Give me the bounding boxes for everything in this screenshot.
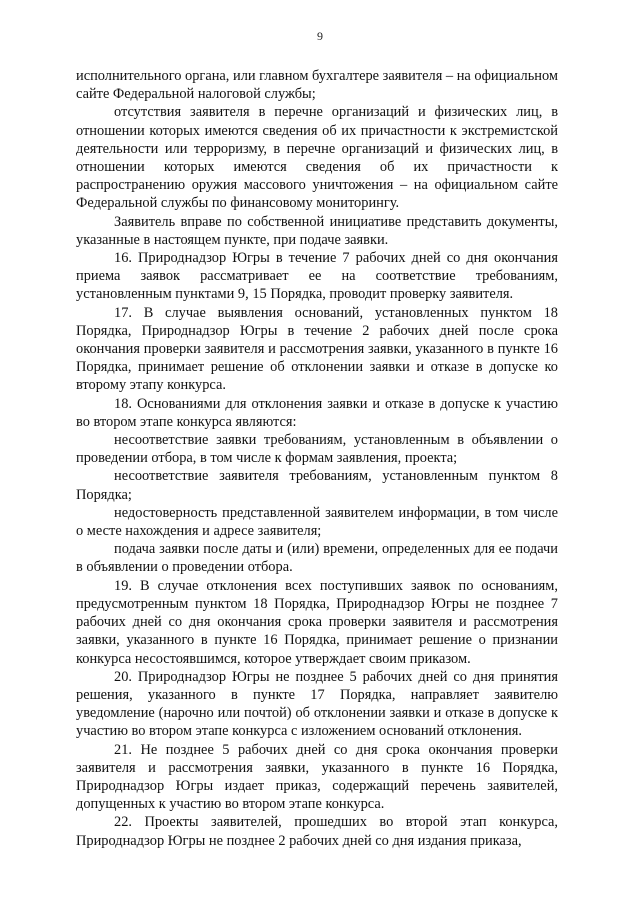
paragraph: несоответствие заявителя требованиям, установленным пунктом 8 Порядка; (76, 468, 558, 503)
paragraph: недостоверность представленной заявителем информации, в том числе о месте нахождения и адресе заявителя; (76, 504, 558, 540)
paragraph: отсутствия заявителя в перечне организаций и физических лиц, в отношении которых имеются сведения об их причастности к экстремистской деятельности или терроризму, в перечне организаций и физических лиц, в отношении которых имеются сведения об их причастности к распространению оружия массового уничтожения – на официальном сайте Федеральной службы по финансовому мониторингу. (76, 104, 558, 212)
page-number: 9 (317, 29, 323, 43)
paragraph: 22. Проекты заявителей, прошедших во второй этап конкурса, Природнадзор Югры не позднее 2 рабочих дней со дня издания приказа, (76, 814, 558, 849)
paragraph: подача заявки после даты и (или) времени, определенных для ее подачи в объявлении о проведении отбора. (76, 541, 558, 576)
paragraph: 18. Основаниями для отклонения заявки и отказе в допуске к участию во втором этапе конкурса являются: (76, 395, 558, 430)
paragraph: Заявитель вправе по собственной инициативе представить документы, указанные в настоящем пункте, при подаче заявки. (76, 213, 558, 248)
document-body (76, 67, 558, 850)
paragraph: 16. Природнадзор Югры в течение 7 рабочих дней со дня окончания приема заявок рассматривает ее на соответствие требованиям, установленным пунктами 9, 15 Порядка, проводит проверку заявителя. (76, 250, 558, 303)
paragraph: 17. В случае выявления оснований, установленных пунктом 18 Порядка, Природнадзор Югры в течение 2 рабочих дней после срока окончания проверки заявителя и рассмотрения заявки, указанного в пункте 16 Порядка, принимает решение об отклонении заявки и отказе в допуске ко второму этапу конкурса. (76, 304, 558, 394)
paragraph: несоответствие заявки требованиям, установленным в объявлении о проведении отбора, в том числе к формам заявления, проекта; (76, 432, 558, 467)
paragraph: 19. В случае отклонения всех поступивших заявок по основаниям, предусмотренным пунктом 18 Порядка, Природнадзор Югры не позднее 7 рабочих дней со дня окончания срока проверки заявителя и рассмотрения заявки, указанного в пункте 16 Порядка, принимает решение о признании конкурса несостоявшимся, которое утверждает своим приказом. (76, 577, 558, 667)
paragraph: исполнительного органа, или главном бухгалтере заявителя – на официальном сайте Федеральной налоговой службы; (76, 68, 559, 103)
paragraph: 20. Природнадзор Югры не позднее 5 рабочих дней со дня принятия решения, указанного в пункте 17 Порядка, направляет заявителю уведомление (нарочно или почтой) об отклонении заявки и отказе в допуске к участию во втором этапе конкурса с изложением оснований отклонения. (76, 668, 558, 740)
paragraph: 21. Не позднее 5 рабочих дней со дня срока окончания проверки заявителя и рассмотрения заявки, указанного в пункте 16 Порядка, Природнадзор Югры издает приказ, содержащий перечень заявителей, допущенных к участию во втором этапе конкурса. (76, 741, 558, 813)
